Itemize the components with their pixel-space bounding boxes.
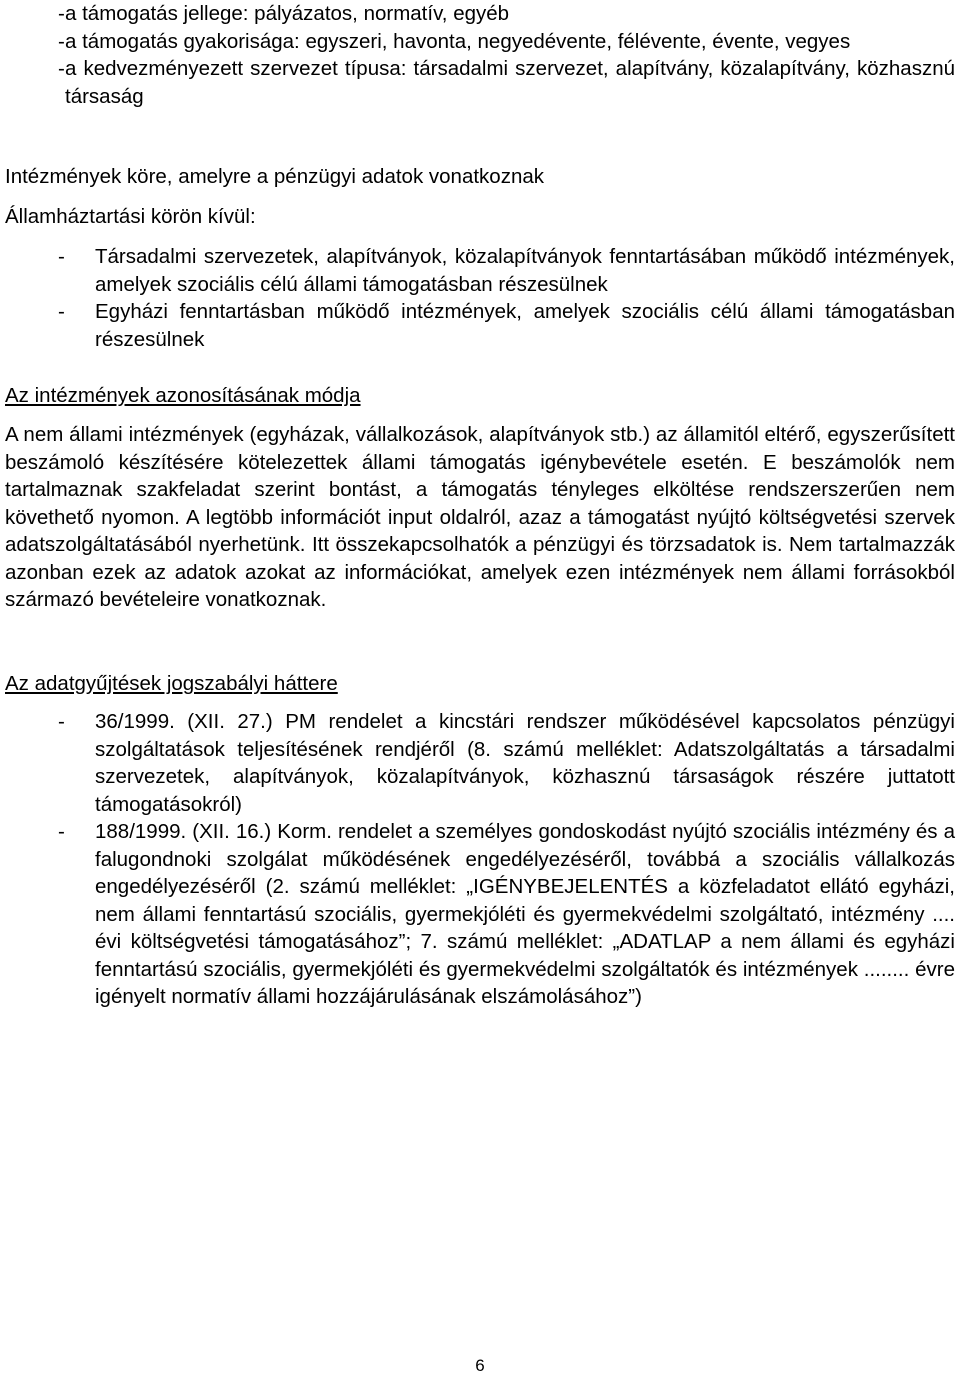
list-item (5, 55, 955, 110)
list-dash: - (58, 820, 65, 843)
list-dash: - (58, 710, 65, 733)
list-item-text: a kedvezményezett szervezet típusa: társadalmi szervezet, alapítvány, közalapítvány, közhasznú társaság (65, 57, 955, 108)
legal-regulations-list (5, 708, 955, 1011)
legal-background-heading: Az adatgyűjtések jogszabályi háttere (5, 672, 338, 695)
list-item-text: Egyházi fenntartásban működő intézmények, amelyek szociális célú állami támogatásban részesülnek (95, 300, 955, 351)
list-dash: - (58, 57, 65, 80)
institutions-heading: Intézmények köre, amelyre a pénzügyi adatok vonatkoznak (5, 165, 544, 188)
support-attributes-list (5, 0, 955, 110)
list-item-text: a támogatás jellege: pályázatos, normatív, egyéb (65, 2, 510, 25)
list-item (5, 243, 955, 298)
list-item-text: a támogatás gyakorisága: egyszeri, havonta, negyedévente, félévente, évente, vegyes (65, 29, 851, 53)
list-dash: - (58, 300, 65, 323)
outside-institutions-list (5, 243, 955, 353)
list-item-text: 36/1999. (XII. 27.) PM rendelet a kincstári rendszer működésével kapcsolatos pénzügyi szolgáltatások teljesítésének rendjéről (8. számú melléklet: Adatszolgáltatás a társadalmi szervezetek, alapítványok, közalapítványok, közhasznú társaságok részére juttatott támogatásokról) (95, 710, 955, 816)
outside-government-heading: Államháztartási körön kívül: (5, 205, 256, 228)
list-item (5, 28, 955, 56)
list-dash: - (58, 245, 65, 268)
list-item (5, 0, 955, 28)
identification-paragraph: A nem állami intézmények (egyházak, vállalkozások, alapítványok stb.) az államitól eltérő, egyszerűsített beszámoló készítésére kötelezettek állami támogatás igénybevétele esetén. E beszámolók nem tartalmaznak szakfeladat szerint bontást, a támogatás tényleges elköltése rendszerszerűen nem követhető nyomon. A legtöbb információt input oldalról, azaz a támogatást nyújtó költségvetési szervek adatszolgáltatásából nyerhetünk. Itt összekapcsolhatók a pénzügyi és törzsadatok is. Nem tartalmazzák azonban ezek az adatok azokat az információkat, amelyek ezen intézmények nem állami forrásokból származó bevételeire vonatkoznak. (5, 423, 955, 611)
list-item (5, 708, 955, 818)
list-dash: - (58, 2, 65, 25)
list-dash: - (58, 29, 65, 53)
list-item (5, 298, 955, 353)
list-item (5, 818, 955, 1011)
page-number: 6 (475, 1356, 485, 1375)
list-item-text: Társadalmi szervezetek, alapítványok, közalapítványok fenntartásában működő intézmények, amelyek szociális célú állami támogatásban részesülnek (95, 245, 955, 296)
identification-heading: Az intézmények azonosításának módja (5, 384, 361, 407)
list-item-text: 188/1999. (XII. 16.) Korm. rendelet a személyes gondoskodást nyújtó szociális intézmény és a falugondnoki szolgálat működésének engedélyezéséről, továbbá a szociális vállalkozás engedélyezéséről (2. számú melléklet: „IGÉNYBEJELENTÉS a közfeladatot ellátó egyházi, nem állami fenntartású szociális, gyermekjóléti és gyermekvédelmi szolgáltató, intézmény .... évi költségvetési támogatásához”; 7. számú melléklet: „ADATLAP a nem állami és egyházi fenntartású szociális, gyermekjóléti és gyermekvédelmi szolgáltatók és intézmények ........ évre igényelt normatív állami hozzájárulásának elszámolásához”) (95, 820, 955, 1008)
